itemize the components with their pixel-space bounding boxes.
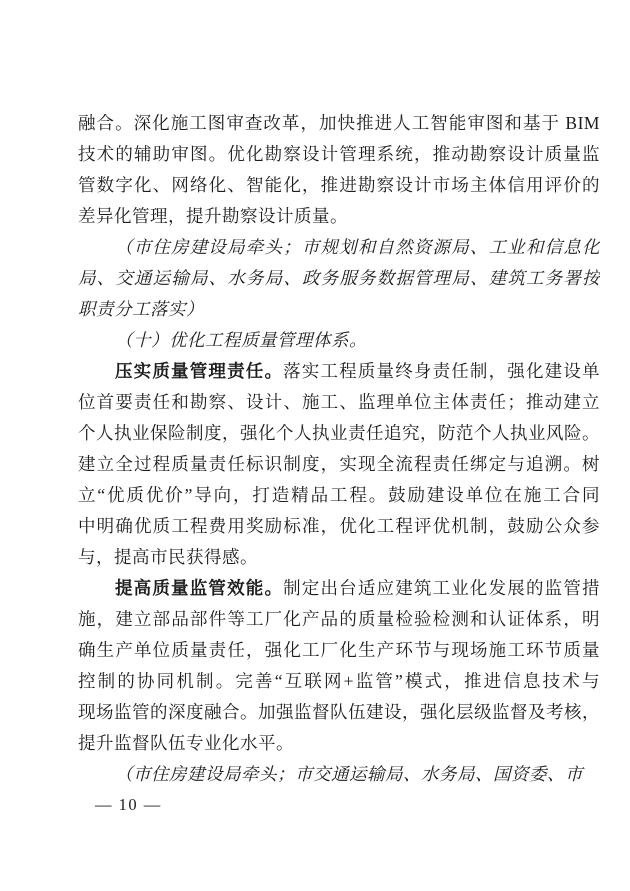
text-line: 职责分工落实） bbox=[78, 299, 204, 319]
paragraph bbox=[78, 356, 600, 573]
text-line: （市住房建设局牵头；市规划和自然资源局、工业和信息化 bbox=[115, 237, 600, 257]
text-line: 现场监管的深度融合。加强监督队伍建设，强化层级监督及考核， bbox=[78, 702, 600, 722]
page-number: — 10 — bbox=[95, 795, 162, 814]
paragraph bbox=[78, 232, 600, 325]
text-line: 个人执业保险制度，强化个人执业责任追究，防范个人执业风险。 bbox=[78, 423, 600, 443]
text-line: 施，建立部品部件等工厂化产品的质量检验检测和认证体系，明 bbox=[78, 609, 600, 629]
text-line: 提升监督队伍专业化水平。 bbox=[78, 733, 294, 753]
text-line: 管数字化、网络化、智能化，推进勘察设计市场主体信用评价的 bbox=[78, 175, 600, 195]
text-line: 立“优质优价”导向，打造精品工程。鼓励建设单位在施工合同 bbox=[78, 485, 600, 505]
paragraph bbox=[78, 573, 600, 759]
paragraph bbox=[78, 325, 600, 356]
text-line: 控制的协同机制。完善“互联网+监管”模式，推进信息技术与 bbox=[78, 671, 600, 691]
paragraph bbox=[78, 759, 600, 790]
text-line: 融合。深化施工图审查改革，加快推进人工智能审图和基于 BIM bbox=[78, 113, 600, 133]
paragraph-lead: 压实质量管理责任。 bbox=[115, 361, 284, 381]
text-line: 位首要责任和勘察、设计、施工、监理单位主体责任；推动建立 bbox=[78, 392, 600, 412]
text-line: 提高质量监管效能。制定出台适应建筑工业化发展的监管措 bbox=[115, 578, 600, 598]
text-line: 差异化管理，提升勘察设计质量。 bbox=[78, 206, 348, 226]
text-line: 确生产单位质量责任，强化工厂化生产环节与现场施工环节质量 bbox=[78, 640, 600, 660]
text-line: 与，提高市民获得感。 bbox=[78, 547, 258, 567]
paragraph bbox=[78, 108, 600, 232]
text-line: （市住房建设局牵头；市交通运输局、水务局、国资委、市 bbox=[115, 764, 583, 784]
text-line: 压实质量管理责任。落实工程质量终身责任制，强化建设单 bbox=[115, 361, 600, 381]
text-line: 局、交通运输局、水务局、政务服务数据管理局、建筑工务署按 bbox=[78, 268, 600, 288]
document-body bbox=[78, 108, 600, 790]
text-line: 中明确优质工程费用奖励标准，优化工程评优机制，鼓励公众参 bbox=[78, 516, 600, 536]
text-line: 建立全过程质量责任标识制度，实现全流程责任绑定与追溯。树 bbox=[78, 454, 600, 474]
paragraph-lead: 提高质量监管效能。 bbox=[115, 578, 284, 598]
text-line: 技术的辅助审图。优化勘察设计管理系统，推动勘察设计质量监 bbox=[78, 144, 600, 164]
text-line: （十）优化工程质量管理体系。 bbox=[115, 330, 367, 350]
